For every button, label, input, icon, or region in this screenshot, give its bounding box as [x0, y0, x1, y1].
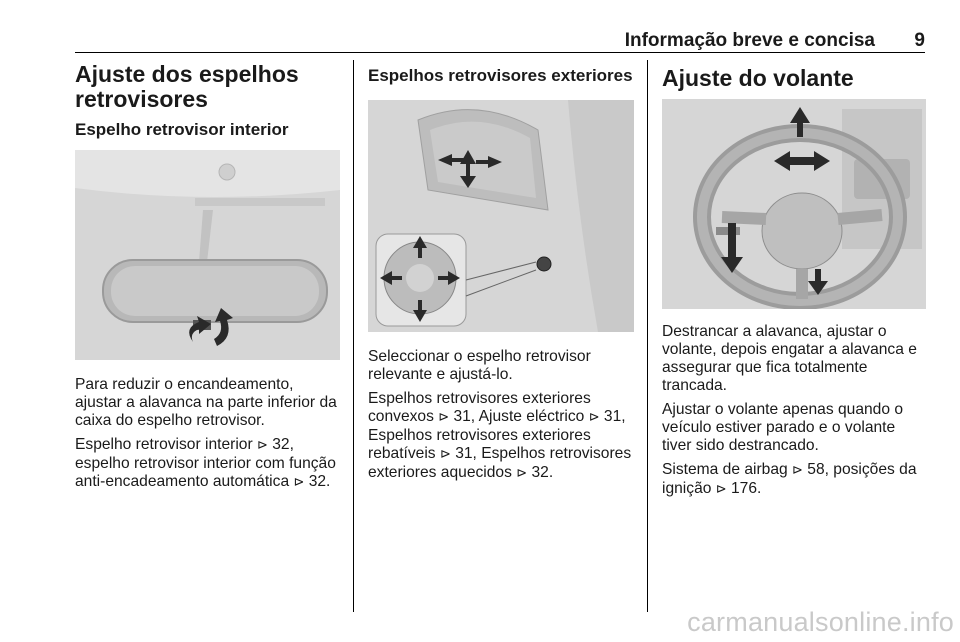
- header-title: Informação breve e concisa: [624, 30, 875, 51]
- reference-arrow-icon: ⊳: [516, 466, 528, 481]
- paragraph: Para reduzir o encandeamento, ajustar a alavanca na parte inferior da caixa do espelho retrovisor.: [75, 376, 337, 429]
- reference-arrow-icon: ⊳: [792, 463, 803, 478]
- exterior-mirror-drawing: [368, 100, 634, 332]
- section-heading: Ajuste do volante: [662, 65, 854, 91]
- column-exterior-mirrors: [368, 62, 634, 489]
- header-rule: [75, 52, 925, 53]
- reference-arrow-icon: ⊳: [588, 410, 600, 425]
- paragraph: Sistema de airbag ⊳ 58, posições da ignição ⊳ 176.: [662, 461, 917, 497]
- exterior-mirror-illustration: [368, 100, 634, 332]
- watermark: carmanualsonline.info: [687, 607, 954, 637]
- paragraph: Destrancar a alavanca, ajustar o volante, depois engatar a alavanca e assegurar que fica totalmente trancada.: [662, 323, 917, 394]
- interior-mirror-illustration: [75, 150, 340, 360]
- reference-arrow-icon: ⊳: [715, 482, 727, 497]
- steering-wheel-illustration: [662, 99, 926, 309]
- reference-arrow-icon: ⊳: [257, 438, 268, 453]
- steering-wheel-drawing: [662, 99, 926, 309]
- paragraph: Seleccionar o espelho retrovisor relevante e ajustá-lo.: [368, 348, 591, 383]
- page-number: 9: [914, 30, 925, 51]
- column-divider: [647, 60, 648, 612]
- page-header: [75, 30, 925, 50]
- reference-arrow-icon: ⊳: [293, 475, 305, 490]
- paragraph: Espelhos retrovisores exteriores convexos ⊳ 31, Ajuste eléctrico ⊳ 31, Espelhos retrovisores exteriores rebatíveis ⊳ 31, Espelhos retrovisores exteriores aquecidos ⊳ 32.: [368, 390, 632, 481]
- column-steering-wheel: [662, 62, 926, 505]
- section-heading: Ajuste dos espelhos retrovisores: [75, 61, 299, 112]
- column-interior-mirror: [75, 62, 340, 498]
- reference-arrow-icon: ⊳: [438, 410, 450, 425]
- subsection-heading: Espelho retrovisor interior: [75, 120, 289, 139]
- column-divider: [353, 60, 354, 612]
- reference-arrow-icon: ⊳: [439, 447, 451, 462]
- subsection-heading: Espelhos retrovisores exteriores: [368, 66, 633, 85]
- interior-mirror-drawing: [75, 150, 340, 360]
- paragraph: Ajustar o volante apenas quando o veículo estiver parado e o volante tiver sido destrancado.: [662, 401, 904, 454]
- paragraph: Espelho retrovisor interior ⊳ 32, espelho retrovisor interior com função anti-encadeamento automática ⊳ 32.: [75, 436, 336, 490]
